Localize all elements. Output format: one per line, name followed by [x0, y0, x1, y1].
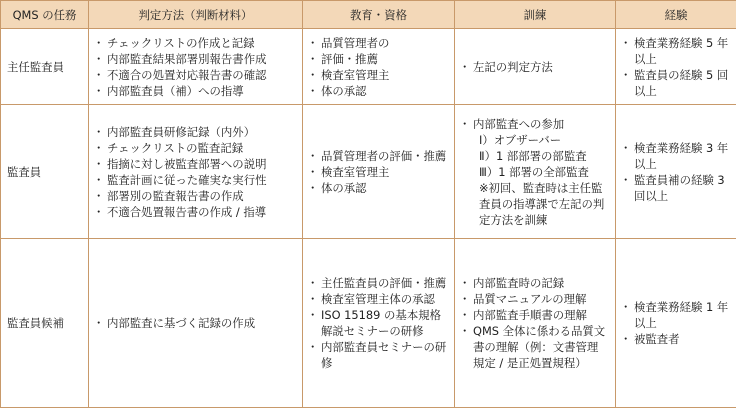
list-item: ・ 検査室管理主体の承認	[309, 291, 448, 307]
list-item: ・ 部署別の監査報告書の作成	[95, 188, 296, 204]
list-item: ・ 内部監査員研修記録（内外）	[95, 124, 296, 140]
list-item: ・ 不適合の処置対応報告書の確認	[95, 67, 296, 83]
experience-cell	[616, 105, 736, 239]
role-cell: 主任監査員	[1, 29, 89, 105]
training-cell	[455, 105, 616, 239]
education-cell	[303, 29, 455, 105]
table-row	[1, 105, 736, 239]
list-item: ・ 内部監査時の記録	[461, 275, 609, 291]
method-cell	[89, 105, 303, 239]
training-cell	[455, 239, 616, 408]
list-item: ・ 内部監査員（補）への指導	[95, 83, 296, 99]
list-item: ・ 左記の判定方法	[461, 59, 609, 75]
list-item: Ⅲ）1 部署の全部監査	[461, 164, 609, 180]
list-item: ・ 品質管理者の評価・推薦	[309, 148, 448, 164]
list-item: ・ 被監査者	[622, 331, 730, 347]
list-item: ・ 監査員補の経験 3 回以上	[622, 172, 730, 204]
list-item: ・ チェックリストの作成と記録	[95, 35, 296, 51]
list-item: ・ QMS 全体に係わる品質文書の理解（例：文書管理規定 / 是正処置規程）	[461, 323, 609, 371]
method-cell	[89, 239, 303, 408]
list-item: ・ 検査業務経験 1 年以上	[622, 299, 730, 331]
list-item: ・ 内部監査に基づく記録の作成	[95, 315, 296, 331]
list-item: ・ 体の承認	[309, 180, 448, 196]
method-cell	[89, 29, 303, 105]
education-cell	[303, 239, 455, 408]
role-cell: 監査員	[1, 105, 89, 239]
list-item: ・ 検査業務経験 3 年以上	[622, 140, 730, 172]
list-item: Ⅱ）1 部部署の部監査	[461, 148, 609, 164]
header-experience: 経験	[616, 1, 736, 29]
list-item: ・ 検査業務経験 5 年以上	[622, 35, 730, 67]
list-item: ・ 内部監査員セミナーの研修	[309, 339, 448, 371]
list-item: Ⅰ）オブザーバー	[461, 132, 609, 148]
header-judgement-method: 判定方法（判断材料）	[89, 1, 303, 29]
list-item: ・ 内部監査手順書の理解	[461, 307, 609, 323]
list-item: ・ 検査室管理主	[309, 67, 448, 83]
education-cell	[303, 105, 455, 239]
list-item: ・ 検査室管理主	[309, 164, 448, 180]
table-row	[1, 29, 736, 105]
list-item: ・ 品質管理者の	[309, 35, 448, 51]
experience-cell	[616, 29, 736, 105]
training-cell	[455, 29, 616, 105]
list-item: ・ 品質マニュアルの理解	[461, 291, 609, 307]
list-item: ・ ISO 15189 の基本規格解説セミナーの研修	[309, 307, 448, 339]
list-item: ・ 内部監査への参加	[461, 116, 609, 132]
header-training: 訓練	[455, 1, 616, 29]
list-item: ・ 内部監査結果部署別報告書作成	[95, 51, 296, 67]
role-cell: 監査員候補	[1, 239, 89, 408]
header-qms-duty: QMS の任務	[1, 1, 89, 29]
list-item: ・ 監査計画に従った確実な実行性	[95, 172, 296, 188]
table-row	[1, 239, 736, 408]
list-item: ・ 不適合処置報告書の作成 / 指導	[95, 204, 296, 220]
list-item: ・ チェックリストの監査記録	[95, 140, 296, 156]
list-item: ・ 監査員の経験 5 回以上	[622, 67, 730, 99]
list-item: ・ 評価・推薦	[309, 51, 448, 67]
list-item: ・ 指摘に対し被監査部署への説明	[95, 156, 296, 172]
experience-cell	[616, 239, 736, 408]
header-row	[1, 1, 736, 29]
list-item: ・ 体の承認	[309, 83, 448, 99]
header-education-qualification: 教育・資格	[303, 1, 455, 29]
list-item: ・ 主任監査員の評価・推薦	[309, 275, 448, 291]
list-item: ※初回、監査時は主任監査員の指導課で左記の判定方法を訓練	[461, 180, 609, 228]
